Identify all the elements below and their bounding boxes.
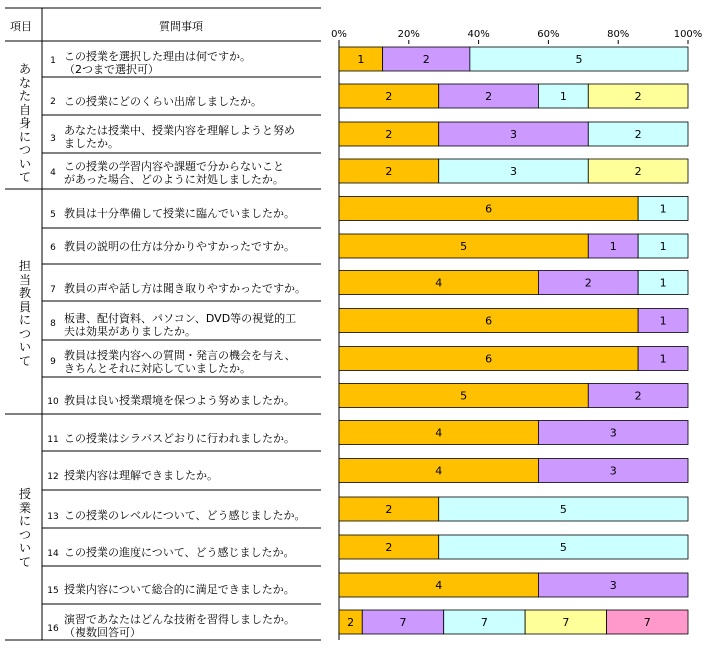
question-text: 授業内容について総合的に満足できましたか。 [64,583,295,596]
x-tick-label: 80% [607,29,630,40]
data-label: 2 [634,165,642,178]
data-label: 4 [435,276,443,290]
data-label: 2 [385,503,393,516]
data-label: 3 [609,579,617,592]
question-text: この授業の進度について、どう感じましたか。 [64,546,295,559]
question-text: 教員の説明の仕方は分かりやすかったですか。 [64,240,295,253]
data-label: 7 [480,616,488,629]
question-number: 16 [47,624,59,634]
question-text: （複数回答可） [64,626,141,639]
data-label: 5 [559,503,567,516]
question-number: 3 [50,134,56,144]
question-number: 11 [47,435,59,445]
item-column-header: 項目 [10,20,32,33]
data-label: 6 [485,314,493,328]
question-column-header: 質問事項 [159,20,203,33]
data-label: 3 [510,165,517,178]
question-text: あなたは授業中、授業内容を理解しようと努め [64,124,295,137]
question-text: ましたか。 [64,137,119,150]
data-label: 1 [559,90,567,103]
category-label-self: あなた自身について [19,62,32,184]
data-label: 4 [435,579,443,592]
data-label: 2 [584,276,592,290]
question-text: この授業はシラバスどおりに行われましたか。 [64,432,295,445]
x-tick-label: 20% [397,29,420,40]
data-label: 3 [609,464,617,478]
data-label: 1 [609,240,617,253]
data-label: 7 [643,616,651,629]
x-tick-label: 40% [467,29,490,40]
data-label: 3 [609,426,617,440]
question-text: この授業にどのくらい出席しましたか。 [64,95,262,108]
data-label: 1 [659,276,667,290]
data-label: 6 [485,352,493,366]
question-text: 教員は良い授業環境を保つよう努めましたか。 [64,394,295,407]
question-text: きちんとそれに対応していましたか。 [64,362,251,375]
question-text: があった場合、どのように対処しましたか。 [64,173,284,186]
data-label: 5 [559,541,567,554]
question-number: 14 [47,549,59,559]
data-label: 5 [575,53,583,66]
data-label: 3 [510,128,517,141]
question-number: 9 [50,357,56,367]
question-text: 授業内容は理解できましたか。 [64,469,218,482]
data-label: 2 [385,128,393,141]
x-tick-label: 0% [331,29,347,40]
question-number: 2 [50,97,56,107]
data-label: 7 [562,616,570,629]
data-label: 7 [399,616,407,629]
question-text: この授業のレベルについて、どう感じましたか。 [64,509,306,522]
data-label: 5 [460,240,468,253]
question-number: 4 [50,168,56,178]
data-label: 2 [634,90,642,103]
data-label: 1 [659,240,667,253]
x-tick-label: 60% [537,29,560,40]
data-label: 2 [422,53,430,66]
question-number: 5 [50,210,56,220]
data-label: 4 [435,464,443,478]
x-tick-label: 100% [673,29,703,40]
data-label: 1 [659,352,667,366]
data-label: 4 [435,426,443,440]
category-label-teacher: 担当教員について [19,259,32,368]
question-number: 8 [50,319,56,329]
data-label: 2 [385,541,393,554]
data-label: 2 [347,616,355,629]
question-number: 1 [50,56,56,66]
data-label: 1 [659,314,667,328]
question-number: 7 [50,285,56,295]
data-label: 2 [485,90,493,103]
question-number: 15 [47,586,59,596]
question-number: 10 [47,397,59,407]
question-number: 13 [47,512,59,522]
data-label: 2 [385,90,393,103]
data-label: 2 [634,389,642,403]
question-text: （2つまで選択可） [64,63,159,76]
question-text: 教員の声や話し方は聞き取りやすかったですか。 [64,282,306,295]
question-text: 夫は効果がありましたか。 [64,325,196,338]
question-number: 6 [50,243,56,253]
question-number: 12 [47,472,59,482]
question-text: 教員は十分準備して授業に臨んでいましたか。 [64,207,295,220]
question-text: 教員は授業内容への質問・発言の機会を与え、 [64,349,296,362]
question-text: 演習であなたはどんな技術を習得しましたか。 [64,613,295,626]
category-label-class: 授業について [19,487,32,569]
data-label: 1 [357,53,365,66]
question-text: この授業を選択した理由は何ですか。 [64,50,251,63]
question-text: 板書、配付資料、パソコン、DVD等の視覚的工 [64,312,297,325]
data-label: 5 [460,389,468,403]
data-label: 6 [485,202,493,216]
question-text: この授業の学習内容や課題で分からないこと [64,160,284,173]
data-label: 2 [634,128,642,141]
data-label: 1 [659,202,667,216]
data-label: 2 [385,165,393,178]
